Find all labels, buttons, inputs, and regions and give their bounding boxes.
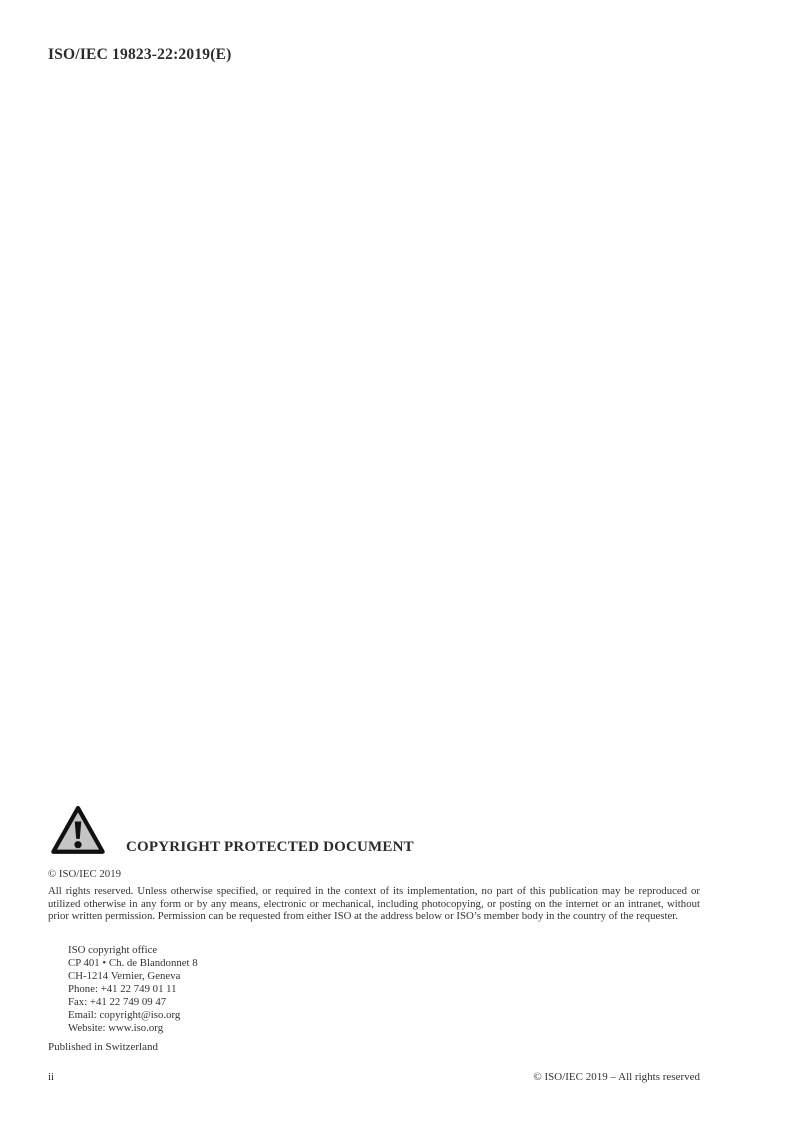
address-line-office: ISO copyright office <box>68 944 158 956</box>
address-line-email: Email: copyright@iso.org <box>68 1009 181 1021</box>
published-line: Published in Switzerland <box>48 1041 158 1053</box>
address-line-phone: Phone: +41 22 749 01 11 <box>68 983 177 995</box>
document-reference: ISO/IEC 19823-22:2019(E) <box>48 46 232 63</box>
warning-triangle-icon <box>50 803 106 859</box>
address-line-fax: Fax: +41 22 749 09 47 <box>68 996 167 1008</box>
address-line-street: CP 401 • Ch. de Blandonnet 8 <box>68 957 198 969</box>
copyright-body-paragraph: All rights reserved. Unless otherwise specified, or required in the context of its implementation, no part of this publication may be reproduced or utilized otherwise in any form or by any means, electronic or mechanical, including photocopying, or posting on the internet or an intranet, without prior written permission. Permission can be requested from either ISO at the address below or ISO’s member body in the country of the requester. <box>48 885 700 923</box>
copyright-title-row <box>50 803 414 859</box>
address-line-city: CH-1214 Vernier, Geneva <box>68 970 181 982</box>
address-block <box>68 944 198 1035</box>
page-header <box>48 46 232 64</box>
copyright-notice-line: © ISO/IEC 2019 <box>48 868 121 880</box>
page-number: ii <box>48 1071 55 1083</box>
footer-copyright: © ISO/IEC 2019 – All rights reserved <box>533 1071 700 1083</box>
copyright-title: COPYRIGHT PROTECTED DOCUMENT <box>126 839 414 855</box>
address-line-website: Website: www.iso.org <box>68 1022 164 1034</box>
page-footer <box>48 1071 700 1083</box>
